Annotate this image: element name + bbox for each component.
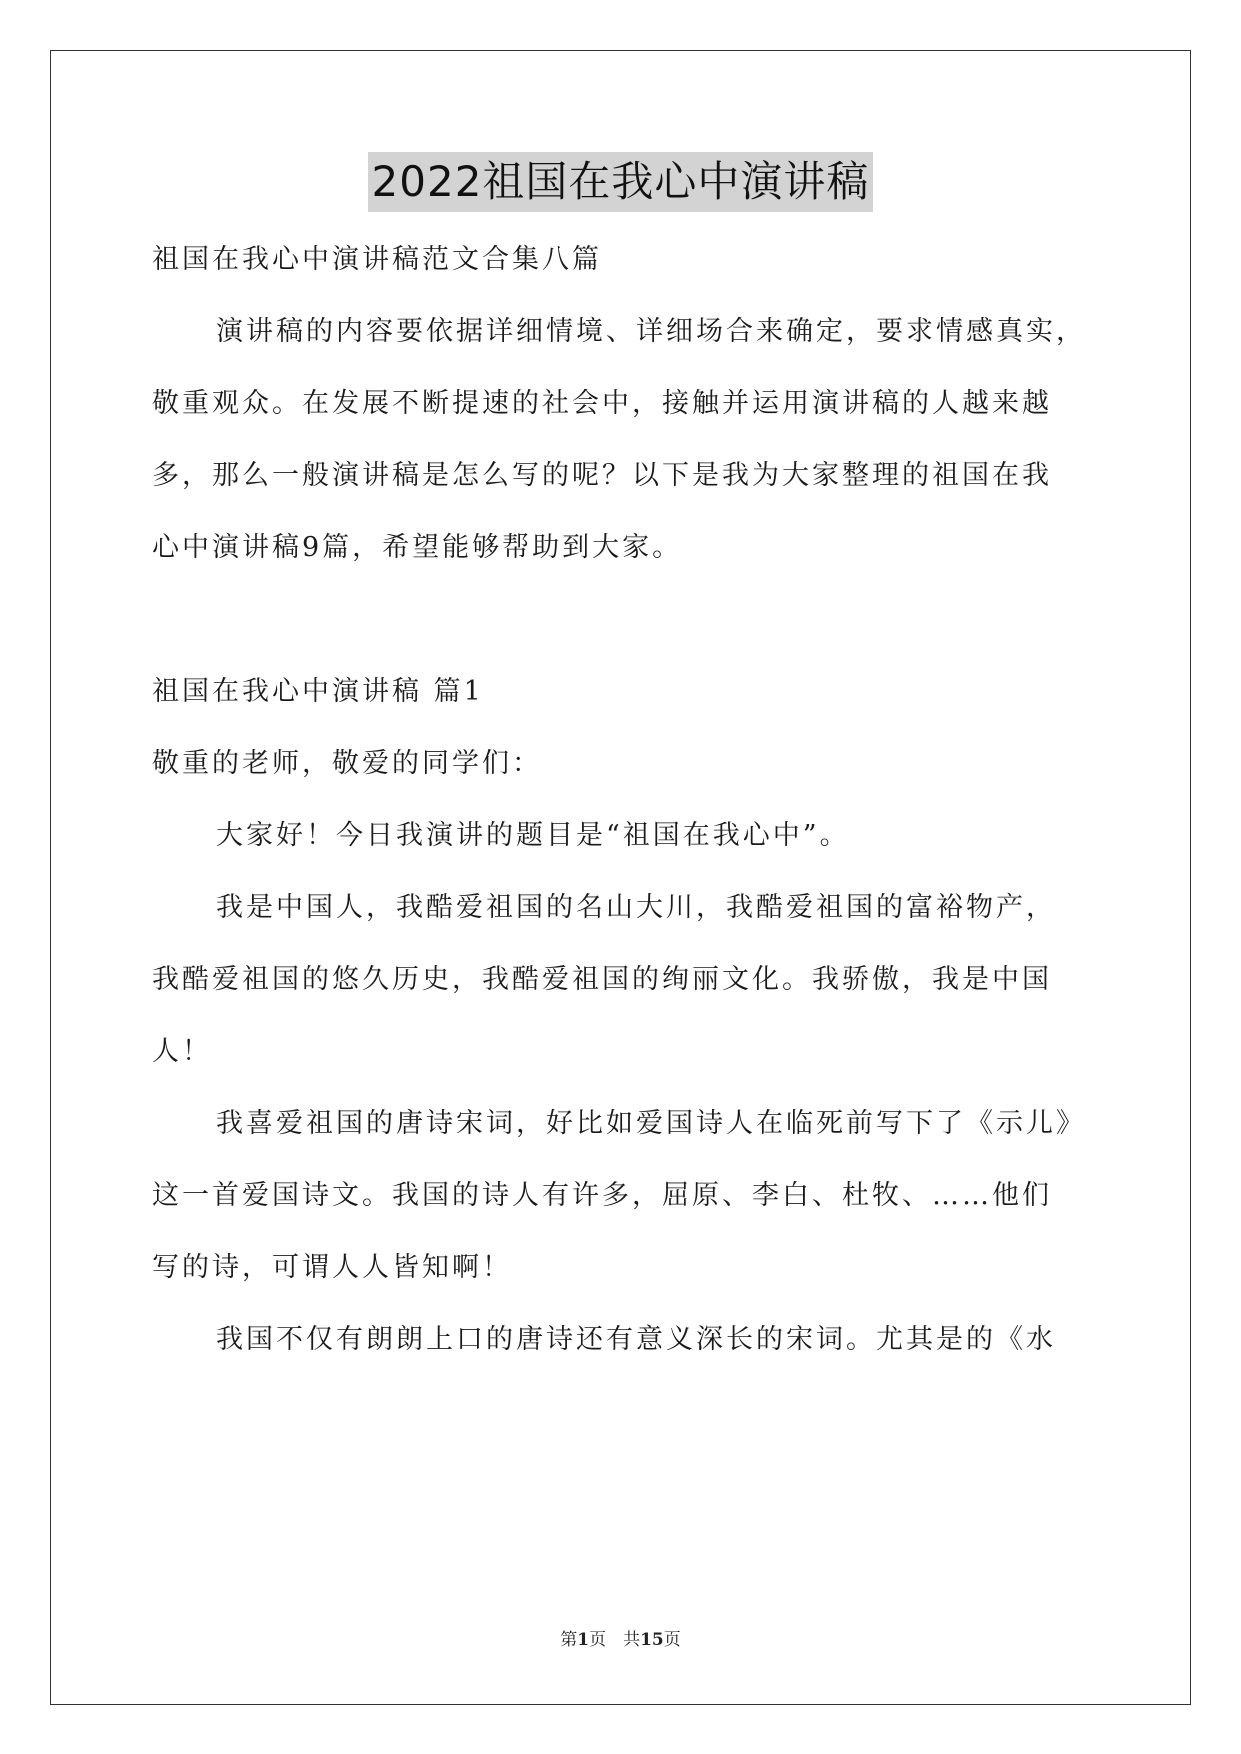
- paragraph-line: 演讲稿的内容要依据详细情境、详细场合来确定，要求情感真实，: [216, 316, 1086, 347]
- section-heading: 祖国在我心中演讲稿 篇1: [152, 676, 484, 707]
- page-border: [50, 50, 1191, 1705]
- current-page-number: 1: [577, 1630, 590, 1650]
- paragraph-line: 多，那么一般演讲稿是怎么写的呢？以下是我为大家整理的祖国在我: [152, 460, 1052, 491]
- paragraph-line: 大家好！今日我演讲的题目是“祖国在我心中”。: [216, 820, 850, 851]
- footer-suffix: 页: [663, 1630, 681, 1650]
- footer-mid: 页 共: [589, 1630, 641, 1650]
- title-container: [0, 152, 1241, 212]
- total-pages-number: 15: [640, 1630, 664, 1650]
- footer-prefix: 第: [560, 1630, 578, 1650]
- salutation-line: 敬重的老师，敬爱的同学们：: [152, 748, 542, 779]
- paragraph-line: 这一首爱国诗文。我国的诗人有许多，屈原、李白、杜牧、……他们: [152, 1180, 1052, 1211]
- paragraph-line: 心中演讲稿9篇，希望能够帮助到大家。: [152, 532, 683, 563]
- paragraph-line: 我国不仅有朗朗上口的唐诗还有意义深长的宋词。尤其是的《水: [216, 1324, 1056, 1355]
- paragraph-line: 我酷爱祖国的悠久历史，我酷爱祖国的绚丽文化。我骄傲，我是中国: [152, 964, 1052, 995]
- paragraph-line: 我喜爱祖国的唐诗宋词，好比如爱国诗人在临死前写下了《示儿》: [216, 1108, 1086, 1139]
- paragraph-line: 人！: [152, 1036, 212, 1067]
- paragraph-line: 我是中国人，我酷爱祖国的名山大川，我酷爱祖国的富裕物产，: [216, 892, 1056, 923]
- document-title: 2022祖国在我心中演讲稿: [368, 152, 874, 212]
- paragraph-line: 敬重观众。在发展不断提速的社会中，接触并运用演讲稿的人越来越: [152, 388, 1052, 419]
- page-footer: [0, 1628, 1241, 1652]
- paragraph-line: 写的诗，可谓人人皆知啊！: [152, 1252, 512, 1283]
- subtitle-line: 祖国在我心中演讲稿范文合集八篇: [152, 244, 602, 275]
